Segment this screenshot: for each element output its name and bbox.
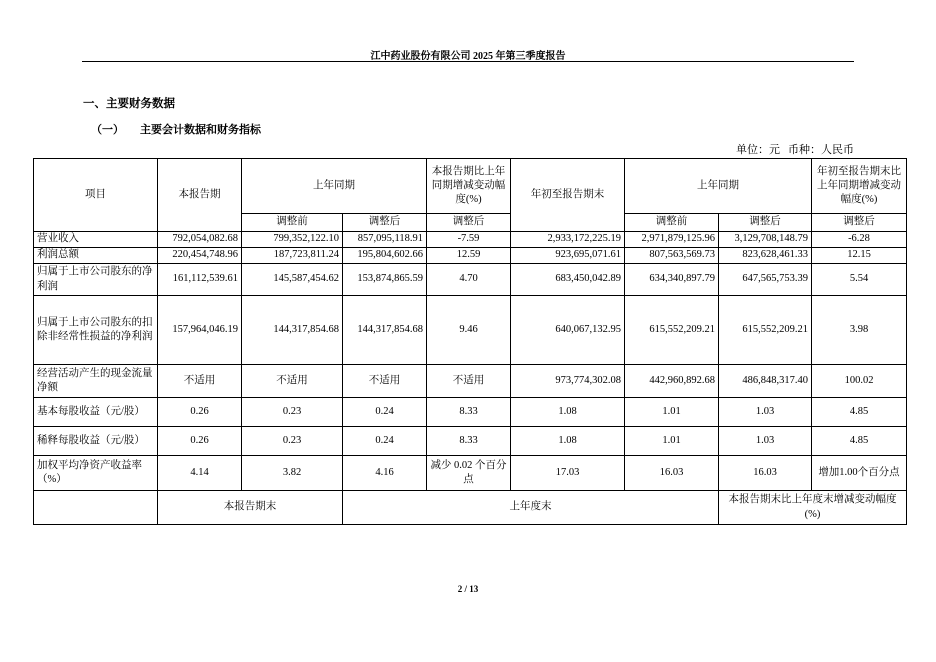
cell-ly-before: 不适用 (242, 365, 343, 398)
cell-ly-before: 799,352,122.10 (242, 232, 343, 248)
header-current-period: 本报告期 (158, 159, 242, 232)
cell-current: 220,454,748.96 (158, 248, 242, 264)
table-row (34, 365, 907, 398)
cell-ly-before: 144,317,854.68 (242, 296, 343, 365)
header-divider (82, 61, 854, 62)
unit-line (728, 141, 854, 157)
cell-ytd: 1.08 (511, 398, 625, 427)
table-row (34, 456, 907, 491)
footer-period-end: 本报告期末 (158, 491, 343, 525)
cell-ytd-ly-after: 647,565,753.39 (719, 264, 812, 296)
cell-ly-after: 不适用 (343, 365, 427, 398)
subheader-after: 调整后 (343, 214, 427, 232)
header-ytd: 年初至报告期末 (511, 159, 625, 232)
table-row (34, 232, 907, 248)
cell-ytd-ly-after: 1.03 (719, 427, 812, 456)
subsection-title (91, 121, 261, 137)
cell-ly-before: 3.82 (242, 456, 343, 491)
cell-ly-before: 0.23 (242, 427, 343, 456)
cell-ly-before: 0.23 (242, 398, 343, 427)
cell-current: 4.14 (158, 456, 242, 491)
cell-ytd-ly-before: 442,960,892.68 (625, 365, 719, 398)
cell-ytd-ly-after: 615,552,209.21 (719, 296, 812, 365)
cell-ly-before: 145,587,454.62 (242, 264, 343, 296)
cell-ly-after: 144,317,854.68 (343, 296, 427, 365)
cell-current: 792,054,082.68 (158, 232, 242, 248)
subsection-label: 主要会计数据和财务指标 (140, 124, 261, 136)
cell-ly-after: 4.16 (343, 456, 427, 491)
cell-ytd: 1.08 (511, 427, 625, 456)
footer-empty-cell (34, 491, 158, 525)
cell-ly-after: 0.24 (343, 427, 427, 456)
cell-ly-after: 195,804,602.66 (343, 248, 427, 264)
cell-ytd-ly-before: 807,563,569.73 (625, 248, 719, 264)
cell-ytd-ly-after: 16.03 (719, 456, 812, 491)
cell-change: 9.46 (427, 296, 511, 365)
row-item: 经营活动产生的现金流量净额 (34, 365, 158, 398)
cell-change: -7.59 (427, 232, 511, 248)
cell-change: 8.33 (427, 427, 511, 456)
cell-current: 0.26 (158, 398, 242, 427)
cell-ytd-change: 5.54 (812, 264, 907, 296)
cell-change: 8.33 (427, 398, 511, 427)
cell-current: 不适用 (158, 365, 242, 398)
cell-change: 12.59 (427, 248, 511, 264)
cell-ytd: 923,695,071.61 (511, 248, 625, 264)
cell-ytd-ly-before: 615,552,209.21 (625, 296, 719, 365)
cell-change: 减少 0.02 个百分点 (427, 456, 511, 491)
cell-ytd-change: 3.98 (812, 296, 907, 365)
table-header-row (34, 159, 907, 214)
table-row (34, 398, 907, 427)
section-title: 一、主要财务数据 (83, 98, 175, 110)
row-item: 归属于上市公司股东的扣除非经常性损益的净利润 (34, 296, 158, 365)
subheader-after-2: 调整后 (719, 214, 812, 232)
cell-ytd-ly-after: 3,129,708,148.79 (719, 232, 812, 248)
cell-ytd-change: 增加1.00个百分点 (812, 456, 907, 491)
cell-current: 161,112,539.61 (158, 264, 242, 296)
row-item: 利润总额 (34, 248, 158, 264)
header-same-period-last-year: 上年同期 (242, 159, 427, 214)
footer-last-year-end: 上年度末 (343, 491, 719, 525)
subheader-change-after: 调整后 (427, 214, 511, 232)
cell-ytd-ly-before: 1.01 (625, 427, 719, 456)
cell-ytd-ly-after: 486,848,317.40 (719, 365, 812, 398)
cell-ytd: 17.03 (511, 456, 625, 491)
page-number: 2 / 13 (457, 584, 479, 594)
row-item: 稀释每股收益（元/股） (34, 427, 158, 456)
cell-ytd-ly-after: 823,628,461.33 (719, 248, 812, 264)
row-item: 加权平均净资产收益率（%） (34, 456, 158, 491)
cell-ly-after: 857,095,118.91 (343, 232, 427, 248)
header-period-change: 本报告期比上年同期增减变动幅度(%) (427, 159, 511, 214)
cell-ytd-change: 12.15 (812, 248, 907, 264)
cell-ly-after: 153,874,865.59 (343, 264, 427, 296)
header-ytd-change: 年初至报告期末比上年同期增减变动幅度(%) (812, 159, 907, 214)
cell-ly-before: 187,723,811.24 (242, 248, 343, 264)
currency-label: 币种：人民币 (788, 144, 854, 156)
table-row (34, 296, 907, 365)
subheader-before-2: 调整前 (625, 214, 719, 232)
cell-ytd: 973,774,302.08 (511, 365, 625, 398)
cell-ytd-ly-before: 2,971,879,125.96 (625, 232, 719, 248)
cell-ytd-change: 4.85 (812, 398, 907, 427)
table-row (34, 248, 907, 264)
cell-ytd: 683,450,042.89 (511, 264, 625, 296)
subheader-before: 调整前 (242, 214, 343, 232)
cell-ytd-ly-before: 1.01 (625, 398, 719, 427)
cell-ytd-ly-before: 634,340,897.79 (625, 264, 719, 296)
cell-current: 157,964,046.19 (158, 296, 242, 365)
cell-ytd-ly-before: 16.03 (625, 456, 719, 491)
cell-ytd-change: -6.28 (812, 232, 907, 248)
cell-current: 0.26 (158, 427, 242, 456)
cell-ytd-change: 100.02 (812, 365, 907, 398)
table-row (34, 427, 907, 456)
financial-data-table (33, 158, 907, 525)
header-ytd-last-year: 上年同期 (625, 159, 812, 214)
table-row (34, 264, 907, 296)
report-header-title: 江中药业股份有限公司 2025 年第三季度报告 (370, 51, 566, 62)
cell-ytd-ly-after: 1.03 (719, 398, 812, 427)
row-item: 基本每股收益（元/股） (34, 398, 158, 427)
subheader-change-after-2: 调整后 (812, 214, 907, 232)
header-item: 项目 (34, 159, 158, 232)
unit-label: 单位：元 (736, 144, 780, 156)
cell-change: 不适用 (427, 365, 511, 398)
subsection-number: （一） (91, 124, 124, 136)
row-item: 归属于上市公司股东的净利润 (34, 264, 158, 296)
cell-change: 4.70 (427, 264, 511, 296)
footer-change: 本报告期末比上年度末增减变动幅度(%) (719, 491, 907, 525)
row-item: 营业收入 (34, 232, 158, 248)
cell-ytd-change: 4.85 (812, 427, 907, 456)
cell-ytd: 2,933,172,225.19 (511, 232, 625, 248)
cell-ytd: 640,067,132.95 (511, 296, 625, 365)
table-footer-row (34, 491, 907, 525)
cell-ly-after: 0.24 (343, 398, 427, 427)
